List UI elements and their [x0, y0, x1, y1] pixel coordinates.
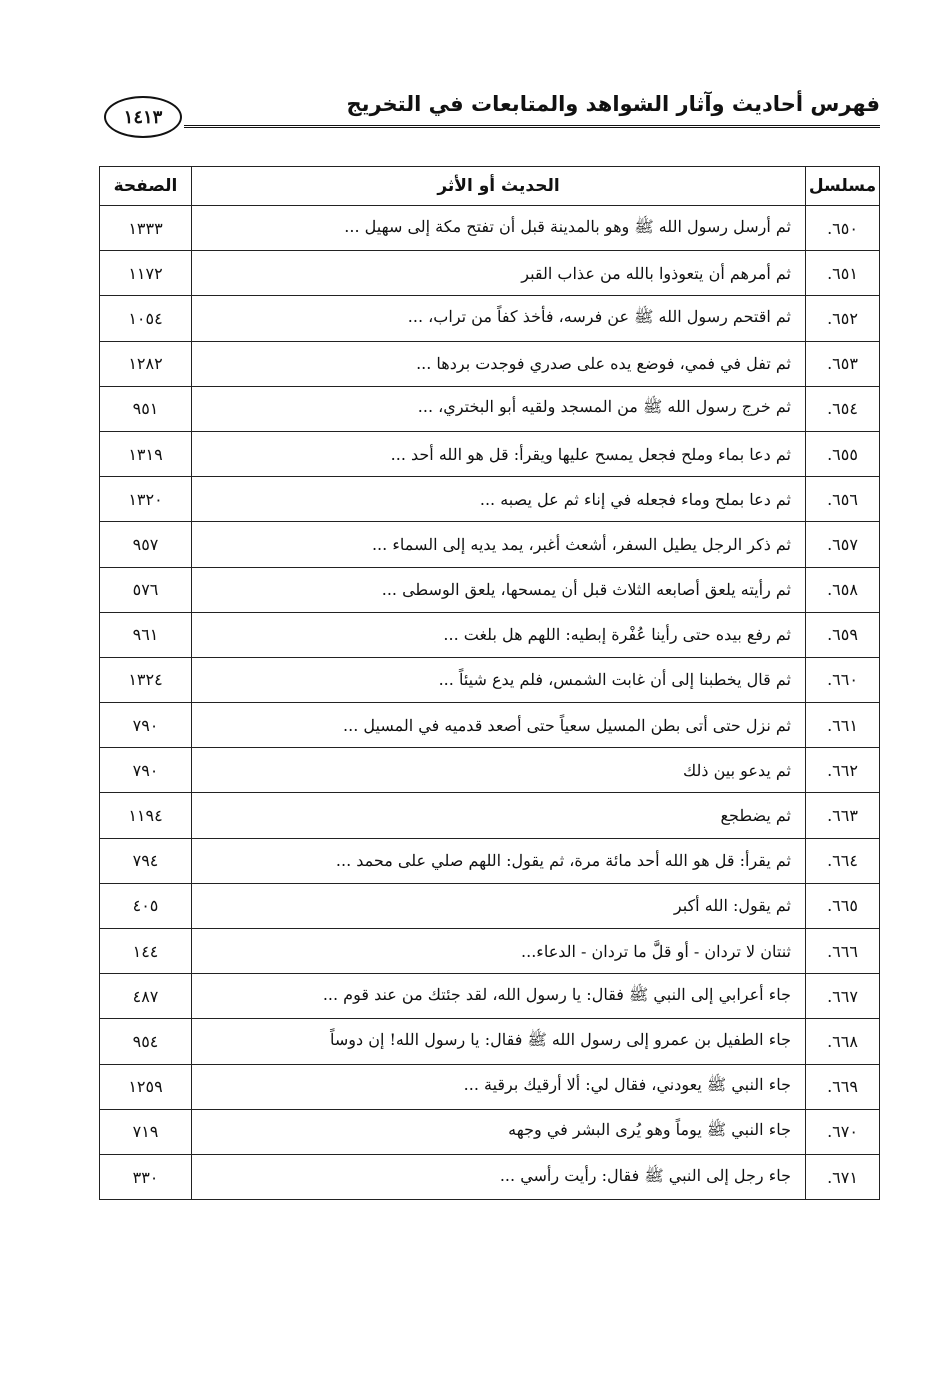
row-hadith-text: ثم رأيته يلعق أصابعه الثلاث قبل أن يمسحها، يلعق الوسطى ... — [192, 567, 806, 612]
row-hadith-text: ثنتان لا تردان - أو قلَّ ما تردان - الدعاء... — [192, 929, 806, 974]
table-row — [100, 296, 880, 341]
row-page-number: ١٠٥٤ — [100, 296, 192, 341]
row-page-number: ١٣١٩ — [100, 431, 192, 476]
column-header-page: الصفحة — [100, 167, 192, 206]
row-page-number: ١١٩٤ — [100, 793, 192, 838]
row-page-number: ٩٥١ — [100, 386, 192, 431]
table-row — [100, 657, 880, 702]
row-serial: ٦٥٧. — [806, 522, 880, 567]
row-page-number: ٥٧٦ — [100, 567, 192, 612]
row-serial: ٦٦١. — [806, 703, 880, 748]
row-page-number: ٣٣٠ — [100, 1154, 192, 1199]
page-number-badge — [104, 96, 182, 138]
row-serial: ٦٧٠. — [806, 1109, 880, 1154]
row-page-number: ١٢٨٢ — [100, 341, 192, 386]
table-row — [100, 431, 880, 476]
row-page-number: ١٣٣٣ — [100, 206, 192, 251]
row-page-number: ٤٠٥ — [100, 883, 192, 928]
row-page-number: ٧٩٠ — [100, 748, 192, 793]
table-row — [100, 1109, 880, 1154]
table-row — [100, 251, 880, 296]
row-hadith-text: ثم يضطجع — [192, 793, 806, 838]
row-page-number: ٩٥٤ — [100, 1019, 192, 1064]
row-page-number: ٧٩٠ — [100, 703, 192, 748]
row-hadith-text: ثم يدعو بين ذلك — [192, 748, 806, 793]
row-page-number: ١٣٢٠ — [100, 477, 192, 522]
page-header — [98, 92, 880, 140]
page-number: ١٤١٣ — [123, 106, 163, 128]
column-header-hadith: الحديث أو الأثر — [192, 167, 806, 206]
row-serial: ٦٥٨. — [806, 567, 880, 612]
table-row — [100, 386, 880, 431]
row-hadith-text: ثم ذكر الرجل يطيل السفر، أشعث أغبر، يمد يديه إلى السماء ... — [192, 522, 806, 567]
row-hadith-text: ثم نزل حتى أتى بطن المسيل سعياً حتى أصعد قدميه في المسيل ... — [192, 703, 806, 748]
row-hadith-text: جاء رجل إلى النبي ﷺ فقال: رأيت رأسي ... — [192, 1154, 806, 1199]
row-hadith-text: ثم قال يخطبنا إلى أن غابت الشمس، فلم يدع شيئاً ... — [192, 657, 806, 702]
row-serial: ٦٦٦. — [806, 929, 880, 974]
row-hadith-text: ثم أرسل رسول الله ﷺ وهو بالمدينة قبل أن تفتح مكة إلى سهيل ... — [192, 206, 806, 251]
table-row — [100, 522, 880, 567]
row-page-number: ٩٦١ — [100, 612, 192, 657]
row-hadith-text: ثم يقول: الله أكبر — [192, 883, 806, 928]
table-row — [100, 883, 880, 928]
row-page-number: ٧١٩ — [100, 1109, 192, 1154]
header-rule — [184, 125, 880, 131]
row-page-number: ١١٧٢ — [100, 251, 192, 296]
row-hadith-text: جاء أعرابي إلى النبي ﷺ فقال: يا رسول الله، لقد جئتك من عند قوم ... — [192, 974, 806, 1019]
table-row — [100, 929, 880, 974]
row-serial: ٦٦٢. — [806, 748, 880, 793]
row-hadith-text: جاء النبي ﷺ يوماً وهو يُرى البشر في وجهه — [192, 1109, 806, 1154]
row-page-number: ١٤٤ — [100, 929, 192, 974]
row-hadith-text: ثم دعا بماء وملح فجعل يمسح عليها ويقرأ: قل هو الله أحد ... — [192, 431, 806, 476]
table-row — [100, 612, 880, 657]
row-serial: ٦٥٢. — [806, 296, 880, 341]
row-serial: ٦٥٣. — [806, 341, 880, 386]
row-hadith-text: جاء النبي ﷺ يعودني، فقال لي: ألا أرقيك برقية ... — [192, 1064, 806, 1109]
row-serial: ٦٦٤. — [806, 838, 880, 883]
table-row — [100, 748, 880, 793]
table-row — [100, 1154, 880, 1199]
row-serial: ٦٦٧. — [806, 974, 880, 1019]
row-serial: ٦٦٣. — [806, 793, 880, 838]
row-page-number: ٩٥٧ — [100, 522, 192, 567]
row-serial: ٦٥١. — [806, 251, 880, 296]
row-hadith-text: ثم رفع بيده حتى رأينا عُفْرة إبطيه: اللهم هل بلغت ... — [192, 612, 806, 657]
column-header-serial: مسلسل — [806, 167, 880, 206]
table-row — [100, 206, 880, 251]
table-row — [100, 477, 880, 522]
table-row — [100, 838, 880, 883]
row-page-number: ١٣٢٤ — [100, 657, 192, 702]
row-page-number: ٧٩٤ — [100, 838, 192, 883]
row-serial: ٦٥٤. — [806, 386, 880, 431]
index-table — [99, 166, 880, 1200]
row-serial: ٦٦٨. — [806, 1019, 880, 1064]
row-hadith-text: ثم تفل في فمي، فوضع يده على صدري فوجدت بردها ... — [192, 341, 806, 386]
row-serial: ٦٥٩. — [806, 612, 880, 657]
table-row — [100, 341, 880, 386]
row-hadith-text: ثم خرج رسول الله ﷺ من المسجد ولقيه أبو البختري، ... — [192, 386, 806, 431]
row-hadith-text: ثم دعا بملح وماء فجعله في إناء ثم عل يصبه ... — [192, 477, 806, 522]
row-serial: ٦٦٥. — [806, 883, 880, 928]
row-serial: ٦٥٥. — [806, 431, 880, 476]
table-row — [100, 703, 880, 748]
row-hadith-text: ثم اقتحم رسول الله ﷺ عن فرسه، فأخذ كفاً من تراب، ... — [192, 296, 806, 341]
row-serial: ٦٦٠. — [806, 657, 880, 702]
row-hadith-text: ثم أمرهم أن يتعوذوا بالله من عذاب القبر — [192, 251, 806, 296]
running-title: فهرس أحاديث وآثار الشواهد والمتابعات في التخريج — [346, 92, 880, 116]
table-row — [100, 567, 880, 612]
table-row — [100, 793, 880, 838]
row-serial: ٦٥٦. — [806, 477, 880, 522]
row-hadith-text: ثم يقرأ: قل هو الله أحد مائة مرة، ثم يقول: اللهم صلي على محمد ... — [192, 838, 806, 883]
row-hadith-text: جاء الطفيل بن عمرو إلى رسول الله ﷺ فقال: يا رسول الله! إن دوساً — [192, 1019, 806, 1064]
row-serial: ٦٥٠. — [806, 206, 880, 251]
row-serial: ٦٦٩. — [806, 1064, 880, 1109]
row-page-number: ٤٨٧ — [100, 974, 192, 1019]
table-row — [100, 974, 880, 1019]
row-page-number: ١٢٥٩ — [100, 1064, 192, 1109]
row-serial: ٦٧١. — [806, 1154, 880, 1199]
table-header-row — [100, 167, 880, 206]
table-row — [100, 1064, 880, 1109]
table-row — [100, 1019, 880, 1064]
